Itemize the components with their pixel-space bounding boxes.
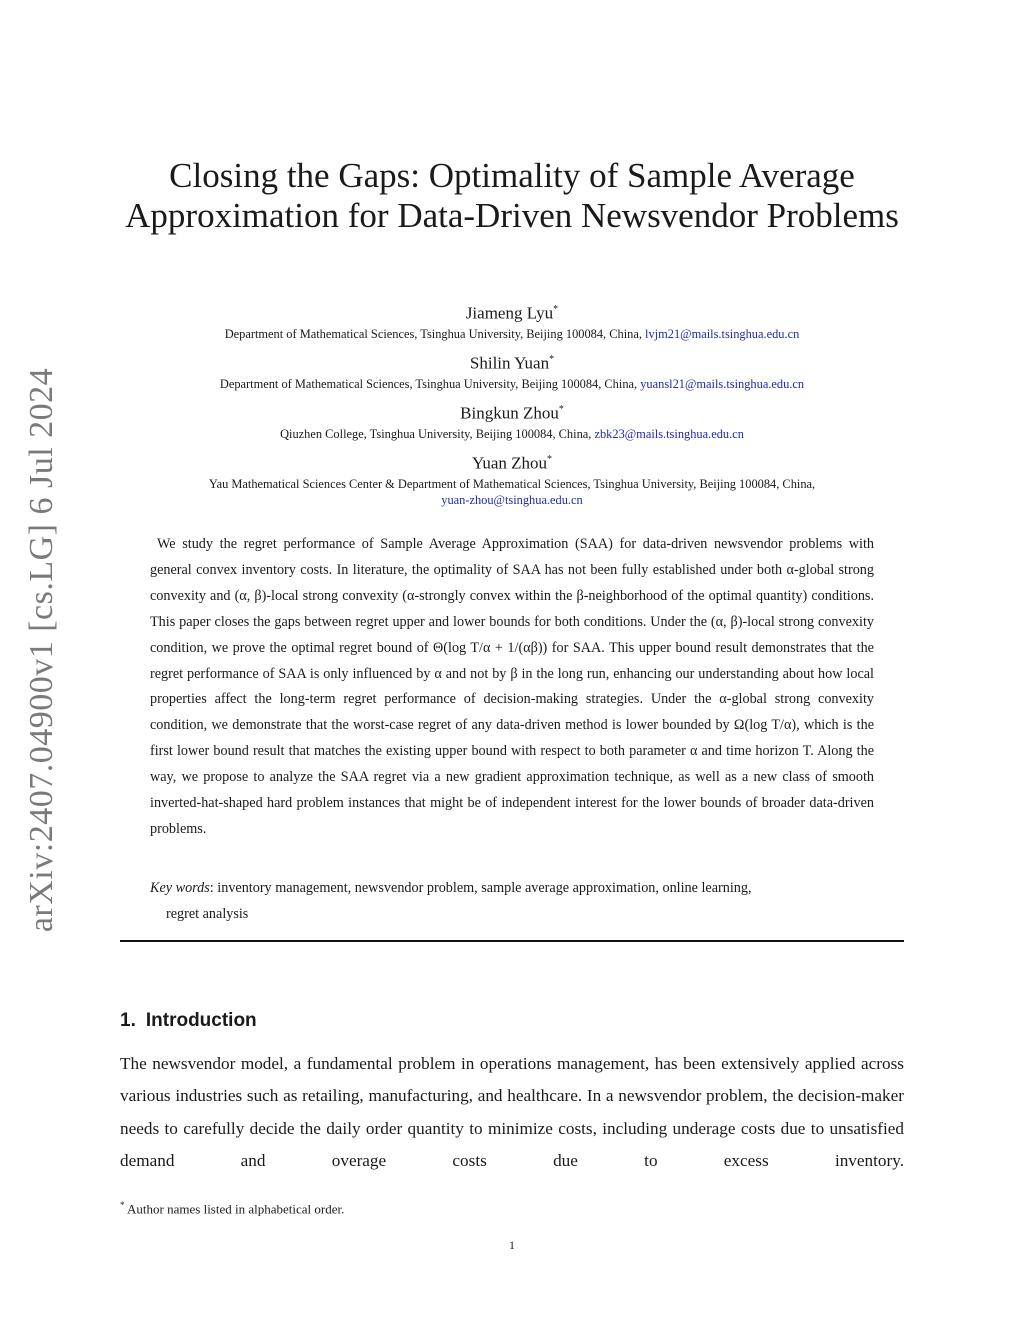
author-marker: * [547, 454, 553, 465]
author-affiliation: Yau Mathematical Sciences Center & Department of Mathematical Sciences, Tsinghua University, Beijing 100084, China, yuan-zhou@tsinghua.edu.cn [208, 476, 816, 507]
section-number: 1. [120, 1010, 136, 1031]
abstract [150, 532, 874, 843]
keywords-label: Key words [150, 880, 210, 896]
author-name: Jiameng Lyu* [465, 303, 559, 323]
paper-title: Closing the Gaps: Optimality of Sample Average Approximation for Data-Driven Newsvendor Problems [125, 156, 899, 235]
footnote-text: Author names listed in alphabetical order. [127, 1201, 345, 1217]
author-affiliation: Qiuzhen College, Tsinghua University, Beijing 100084, China, zbk23@mails.tsinghua.edu.cn [280, 426, 744, 441]
keywords-list-continued: regret analysis [166, 905, 249, 922]
footnote-marker: * [120, 1200, 125, 1210]
section-heading [120, 1010, 257, 1032]
author-marker: * [558, 404, 564, 415]
author-name: Yuan Zhou* [471, 453, 553, 473]
author-block [120, 450, 904, 508]
author-block [120, 400, 904, 442]
keywords-separator: : [209, 880, 214, 896]
author-email-link[interactable]: zbk23@mails.tsinghua.edu.cn [594, 426, 744, 441]
introduction-paragraph: The newsvendor model, a fundamental problem in operations management, has been extensively applied across various industries such as retailing, manufacturing, and healthcare. In a newsvendor problem, the decision-maker needs to carefully decide the daily order quantity to minimize costs, including underage costs due to unsatisfied demand and overage costs due to excess inventory. [120, 1054, 904, 1170]
arxiv-identifier-stamp: arXiv:2407.04900v1 [cs.LG] 6 Jul 2024 [23, 367, 60, 933]
author-name: Shilin Yuan* [469, 353, 555, 373]
keywords-list: inventory management, newsvendor problem, sample average approximation, online learning, [217, 880, 752, 896]
page-number: 1 [509, 1238, 515, 1252]
keywords [150, 876, 874, 928]
author-name: Bingkun Zhou* [460, 403, 564, 423]
footnote [120, 1196, 344, 1218]
abstract-divider [120, 940, 904, 942]
author-affiliation: Department of Mathematical Sciences, Tsinghua University, Beijing 100084, China, lvjm21@mails.tsinghua.edu.cn [224, 326, 800, 341]
section-title: Introduction [145, 1010, 257, 1031]
author-email-link[interactable]: yuansl21@mails.tsinghua.edu.cn [640, 376, 805, 391]
author-email-link[interactable]: yuan-zhou@tsinghua.edu.cn [441, 492, 583, 507]
author-marker: * [553, 304, 559, 315]
abstract-text: We study the regret performance of Sample Average Approximation (SAA) for data-driven newsvendor problems with general convex inventory costs. In literature, the optimality of SAA has not been fully established under both α-global strong convexity and (α, β)-local strong convexity (α-strongly convex within the β-neighborhood of the optimal quantity) conditions. This paper closes the gaps between regret upper and lower bounds for both conditions. Under the (α, β)-local strong convexity condition, we prove the optimal regret bound of Θ(log T/α + 1/(αβ)) for SAA. This upper bound result demonstrates that the regret performance of SAA is only influenced by α and not by β in the long run, enhancing our understanding about how local properties affect the long-term regret performance of decision-making strategies. Under the α-global strong convexity condition, we demonstrate that the worst-case regret of any data-driven method is lower bounded by Ω(log T/α), which is the first lower bound result that matches the existing upper bound with respect to both parameter α and time horizon T. Along the way, we propose to analyze the SAA regret via a new gradient approximation technique, as well as a new class of smooth inverted-hat-shaped hard problem instances that might be of independent interest for the lower bounds of broader data-driven problems. [150, 536, 874, 837]
author-marker: * [549, 354, 555, 365]
author-email-link[interactable]: lvjm21@mails.tsinghua.edu.cn [645, 326, 800, 341]
author-affiliation: Department of Mathematical Sciences, Tsinghua University, Beijing 100084, China, yuansl21@mails.tsinghua.edu.cn [219, 376, 805, 391]
author-block [120, 300, 904, 342]
author-block [120, 350, 904, 392]
